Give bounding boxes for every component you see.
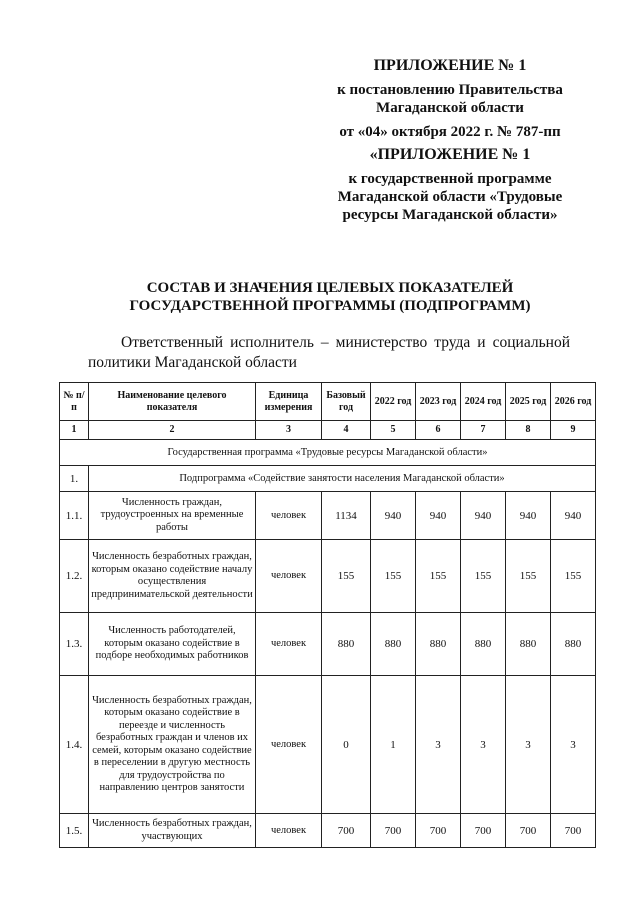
value-cell: 1134: [322, 492, 371, 540]
unit-cell: человек: [256, 676, 322, 814]
value-cell: 3: [506, 676, 551, 814]
value-cell: 700: [506, 814, 551, 848]
program-appendix-line: к государственной программе: [348, 171, 552, 187]
program-name: Государственная программа «Трудовые ресурсы Магаданской области»: [60, 440, 596, 466]
unit-cell: человек: [256, 613, 322, 676]
appendix-header: [300, 57, 600, 141]
header-cell: Наименование целевого показателя: [89, 383, 256, 421]
header-cell: 2022 год: [371, 383, 416, 421]
value-cell: 3: [461, 676, 506, 814]
row-number: 1.4.: [60, 676, 89, 814]
document-title: [60, 279, 600, 315]
header-cell: Единица измерения: [256, 383, 322, 421]
program-appendix-title: «ПРИЛОЖЕНИЕ № 1: [369, 146, 531, 163]
value-cell: 940: [506, 492, 551, 540]
column-number: 2: [89, 421, 256, 440]
program-appendix-line: ресурсы Магаданской области»: [342, 207, 558, 223]
document-title-line: ГОСУДАРСТВЕННОЙ ПРОГРАММЫ (ПОДПРОГРАММ): [129, 298, 531, 314]
value-cell: 880: [371, 613, 416, 676]
row-number: 1.2.: [60, 540, 89, 613]
document-title-line: СОСТАВ И ЗНАЧЕНИЯ ЦЕЛЕВЫХ ПОКАЗАТЕЛЕЙ: [146, 280, 514, 296]
value-cell: 880: [322, 613, 371, 676]
column-number: 7: [461, 421, 506, 440]
table-row: [60, 613, 596, 676]
table-header-row: [60, 383, 596, 421]
value-cell: 940: [461, 492, 506, 540]
value-cell: 700: [322, 814, 371, 848]
header-cell: № п/п: [60, 383, 89, 421]
table-row: [60, 540, 596, 613]
unit-cell: человек: [256, 540, 322, 613]
subprogram-name: Подпрограмма «Содействие занятости населения Магаданской области»: [89, 466, 596, 492]
appendix-date-line: от «04» октября 2022 г. № 787-пп: [339, 124, 561, 140]
value-cell: 700: [416, 814, 461, 848]
appendix-title: ПРИЛОЖЕНИЕ № 1: [373, 57, 527, 74]
unit-cell: человек: [256, 492, 322, 540]
value-cell: 940: [371, 492, 416, 540]
value-cell: 3: [551, 676, 596, 814]
column-number: 6: [416, 421, 461, 440]
value-cell: 880: [461, 613, 506, 676]
row-number: 1.3.: [60, 613, 89, 676]
value-cell: 155: [551, 540, 596, 613]
appendix-line: Магаданской области: [376, 100, 524, 116]
program-row: [60, 440, 596, 466]
table-row: [60, 814, 596, 848]
value-cell: 880: [416, 613, 461, 676]
column-number: 3: [256, 421, 322, 440]
subprogram-number: 1.: [60, 466, 89, 492]
subprogram-row: [60, 466, 596, 492]
header-cell: 2025 год: [506, 383, 551, 421]
value-cell: 940: [551, 492, 596, 540]
header-cell: Базовый год: [322, 383, 371, 421]
header-cell: 2026 год: [551, 383, 596, 421]
value-cell: 155: [461, 540, 506, 613]
value-cell: 155: [506, 540, 551, 613]
indicator-name: Численность граждан, трудоустроенных на временные работы: [89, 492, 256, 540]
table-row: [60, 492, 596, 540]
header-cell: 2023 год: [416, 383, 461, 421]
column-number: 4: [322, 421, 371, 440]
value-cell: 700: [371, 814, 416, 848]
value-cell: 880: [551, 613, 596, 676]
responsible-executor: [88, 333, 570, 373]
program-appendix-line: Магаданской области «Трудовые: [337, 189, 563, 205]
row-number: 1.5.: [60, 814, 89, 848]
value-cell: 3: [416, 676, 461, 814]
column-number: 9: [551, 421, 596, 440]
table-row: [60, 676, 596, 814]
value-cell: 940: [416, 492, 461, 540]
unit-cell: человек: [256, 814, 322, 848]
responsible-line: политики Магаданской области: [88, 354, 297, 371]
indicator-name: Численность безработных граждан, участвующих: [89, 814, 256, 848]
value-cell: 1: [371, 676, 416, 814]
column-number: 1: [60, 421, 89, 440]
appendix-line: к постановлению Правительства: [337, 82, 563, 98]
column-number-row: [60, 421, 596, 440]
header-cell: 2024 год: [461, 383, 506, 421]
value-cell: 155: [322, 540, 371, 613]
row-number: 1.1.: [60, 492, 89, 540]
indicator-name: Численность безработных граждан, которым оказано содействие в переезде и численность безработных граждан и членов их семей, которым оказано содействие в переселении в другую местность для трудоустройства по направлению центров занятости: [89, 676, 256, 814]
value-cell: 700: [551, 814, 596, 848]
indicator-name: Численность безработных граждан, которым оказано содействие началу осуществления предпринимательской деятельности: [89, 540, 256, 613]
indicators-table: [59, 382, 596, 848]
value-cell: 155: [371, 540, 416, 613]
indicator-name: Численность работодателей, которым оказано содействие в подборе необходимых работников: [89, 613, 256, 676]
value-cell: 880: [506, 613, 551, 676]
value-cell: 155: [416, 540, 461, 613]
program-appendix-header: [300, 146, 600, 224]
value-cell: 0: [322, 676, 371, 814]
column-number: 5: [371, 421, 416, 440]
responsible-line: Ответственный исполнитель – министерство труда и социальной: [121, 334, 570, 351]
value-cell: 700: [461, 814, 506, 848]
column-number: 8: [506, 421, 551, 440]
